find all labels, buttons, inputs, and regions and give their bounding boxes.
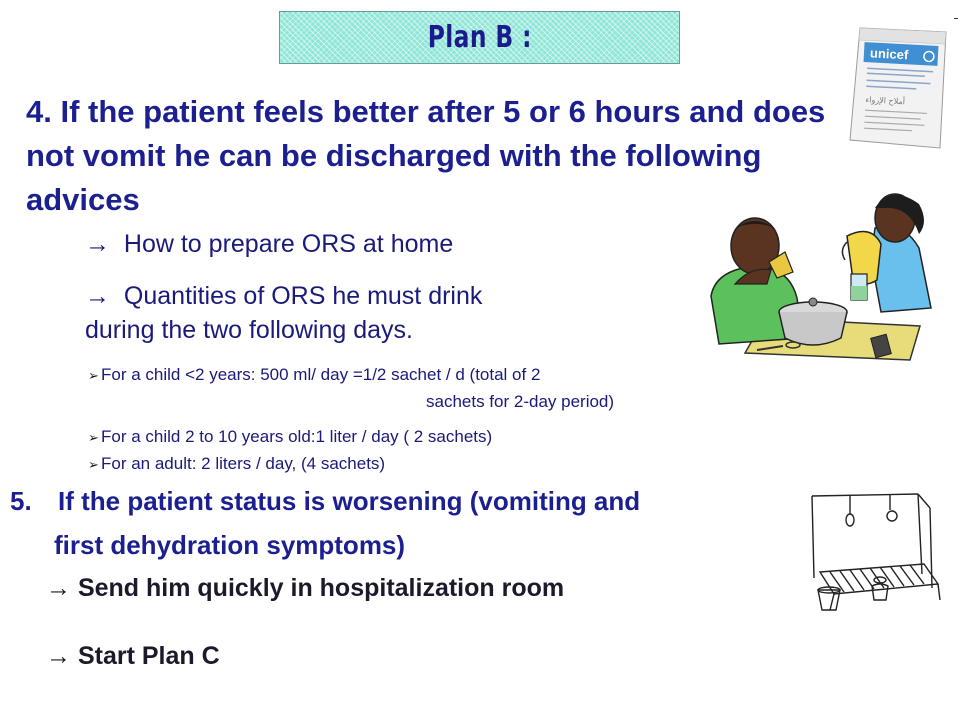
arrowhead-bullet-icon: ➢	[88, 457, 99, 472]
arrow-icon: →	[46, 574, 71, 602]
arrow-icon: →	[85, 230, 110, 258]
step-5-line-1: If the patient status is worsening (vomiting and	[58, 486, 641, 516]
ors-sachet-icon	[846, 22, 950, 152]
arrow-icon: →	[46, 642, 71, 670]
action-text: Send him quickly in hospitalization room	[77, 574, 565, 602]
dose-text: For a child <2 years: 500 ml/ day =1/2 sachet / d (total of 2	[101, 365, 541, 384]
people-preparing-ors-icon	[705, 188, 955, 368]
dose-item	[88, 364, 540, 387]
dose-continuation: sachets for 2-day period)	[426, 392, 615, 411]
arrowhead-bullet-icon: ➢	[88, 368, 99, 383]
advice-text: Quantities of ORS he must drink	[123, 282, 483, 310]
advice-continuation: during the two following days.	[85, 316, 413, 344]
dose-text: For an adult: 2 liters / day, (4 sachets)	[101, 454, 386, 473]
advice-item	[85, 228, 453, 260]
advice-item	[85, 280, 482, 312]
advice-text: How to prepare ORS at home	[123, 230, 454, 258]
slide-corner-mark	[954, 18, 958, 19]
action-item	[46, 642, 220, 671]
dose-item	[88, 453, 385, 476]
cholera-bed-icon	[800, 486, 950, 616]
step-4-heading: 4. If the patient feels better after 5 or 6 hours and does not vomit he can be discharged with the following advices	[26, 94, 826, 217]
plan-title-banner	[279, 11, 680, 64]
sachet-brand: unicef	[869, 45, 909, 63]
arrow-icon: →	[85, 282, 110, 310]
sachet-arabic: أملاح الإرواء	[865, 95, 906, 107]
action-text: Start Plan C	[77, 642, 220, 670]
dose-text: For a child 2 to 10 years old:1 liter / day ( 2 sachets)	[101, 427, 493, 446]
action-item	[46, 574, 564, 603]
step-5-number: 5.	[10, 486, 32, 516]
plan-title: Plan B :	[427, 20, 532, 55]
dose-item	[88, 426, 492, 449]
step-5-line-2: first dehydration symptoms)	[54, 530, 406, 560]
arrowhead-bullet-icon: ➢	[88, 430, 99, 445]
